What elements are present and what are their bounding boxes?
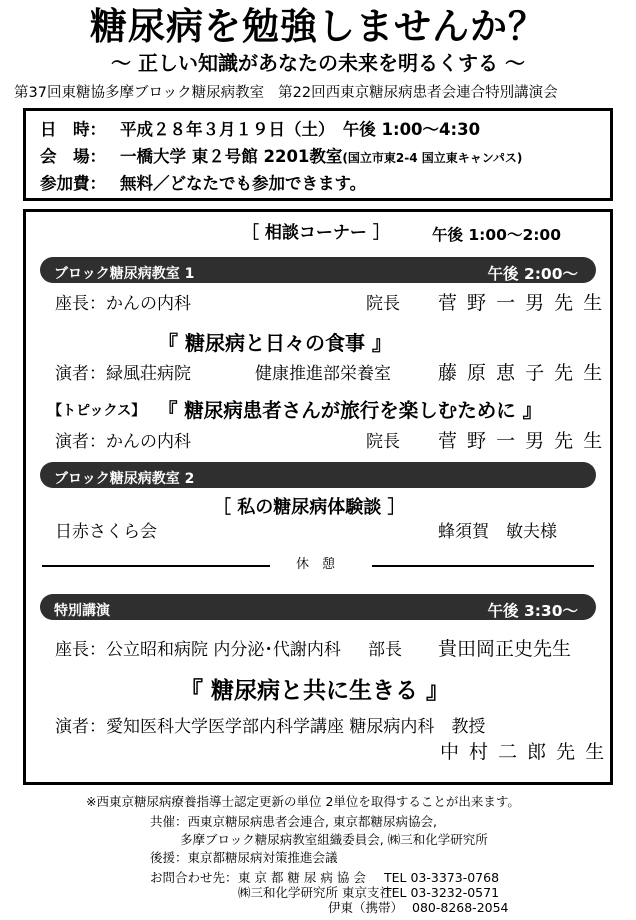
topics-speaker: 演者：かんの内科 [55, 432, 191, 452]
support-line: 後援：東京都糖尿病対策推進会議 [150, 850, 338, 865]
topics-speaker-name: 菅 野 一 男 先 生 [438, 430, 605, 452]
consult-title: ［ 相談コーナー ］ [242, 223, 390, 243]
fee-label: 参加費： [40, 174, 106, 193]
block1-chair-name: 菅 野 一 男 先 生 [438, 292, 605, 314]
venue-address: (国立市東2-4 国立東キャンパス) [342, 151, 523, 165]
special-chair: 座長：公立昭和病院 内分泌･代謝内科 [55, 640, 341, 660]
credit-note: ※西東京糖尿病療養指導士認定更新の単位 2単位を取得することが出来ます。 [86, 794, 520, 809]
organizer-right: 第22回西東京糖尿病患者会連合特別講演会 [278, 85, 558, 101]
venue-line [40, 149, 522, 166]
contact-2-name: ㈱三和化学研究所 東京支社 [238, 885, 392, 900]
organizer-left: 第37回東糖協多摩ブロック糖尿病教室 [14, 85, 265, 101]
contact-3-tel: 080-8268-2054 [412, 900, 509, 915]
venue-label: 会 場： [40, 147, 106, 166]
special-header-bar [40, 594, 596, 620]
block1-time: 午後 2:00～ [487, 265, 578, 283]
page-title: 糖尿病を勉強しませんか？ [90, 5, 546, 48]
block1-speaker-dept: 健康推進部栄養室 [255, 364, 391, 384]
cohost-line-1: 共催：西東京糖尿病患者会連合, 東京都糖尿病協会, [150, 814, 437, 829]
topics-title: 『 糖尿病患者さんが旅行を楽しむために 』 [158, 399, 543, 422]
break-divider-right [372, 565, 594, 567]
topics-speaker-role: 院長 [366, 432, 400, 452]
date-value: 平成２８年３月１９日（土） 午後 1:00～4:30 [120, 120, 481, 139]
special-speaker-name: 中 村 二 郎 先 生 [440, 741, 607, 763]
block2-lecture-title: ［ 私の糖尿病体験談 ］ [213, 497, 406, 518]
topics-tag: 【トピックス】 [48, 403, 146, 419]
block1-lecture-title: 『 糖尿病と日々の食事 』 [158, 331, 392, 355]
page-subtitle: ～ 正しい知識があなたの未来を明るくする ～ [111, 51, 525, 75]
block2-speaker: 蜂須賀 敏夫様 [438, 522, 557, 542]
special-time: 午後 3:30～ [487, 602, 578, 620]
block1-label: ブロック糖尿病教室 1 [54, 266, 195, 282]
special-chair-role: 部長 [368, 640, 402, 660]
block1-speaker: 演者：緑風荘病院 [55, 364, 191, 384]
venue-value: 一橋大学 東２号館 2201教室 [120, 147, 343, 166]
block1-chair: 座長：かんの内科 [55, 294, 191, 314]
block1-chair-role: 院長 [366, 294, 400, 314]
fee-line [40, 176, 366, 193]
contact-2-tel: TEL 03-3232-0571 [384, 885, 500, 900]
date-label: 日 時： [40, 120, 106, 139]
special-chair-name: 貴田岡正史先生 [438, 638, 572, 660]
block2-group: 日赤さくら会 [55, 522, 157, 542]
contact-1-name: 東 京 都 糖 尿 病 協 会 [238, 870, 366, 885]
fee-value: 無料／どなたでも参加できます。 [120, 174, 367, 193]
break-divider-left [42, 565, 270, 567]
block1-header-bar [40, 257, 596, 283]
contact-1-tel: TEL 03-3373-0768 [384, 870, 500, 885]
cohost-line-2: 多摩ブロック糖尿病教室組織委員会, ㈱三和化学研究所 [180, 832, 488, 847]
special-label: 特別講演 [54, 603, 110, 619]
break-label: 休 憩 [296, 557, 336, 572]
consult-time: 午後 1:00～2:00 [432, 226, 562, 244]
event-info-box [23, 108, 613, 201]
special-speaker: 演者：愛知医科大学医学部内科学講座 糖尿病内科 教授 [55, 717, 486, 737]
organizers-line [14, 86, 558, 101]
special-lecture-title: 『 糖尿病と共に生きる 』 [180, 678, 450, 704]
block2-label: ブロック糖尿病教室 2 [54, 471, 195, 487]
date-line [40, 122, 480, 139]
contact-label: お問合わせ先： [150, 870, 238, 885]
block1-speaker-name: 藤 原 恵 子 先 生 [438, 362, 605, 384]
block2-header-bar [40, 462, 596, 488]
contact-3-name: 伊東（携帯） [328, 900, 404, 915]
